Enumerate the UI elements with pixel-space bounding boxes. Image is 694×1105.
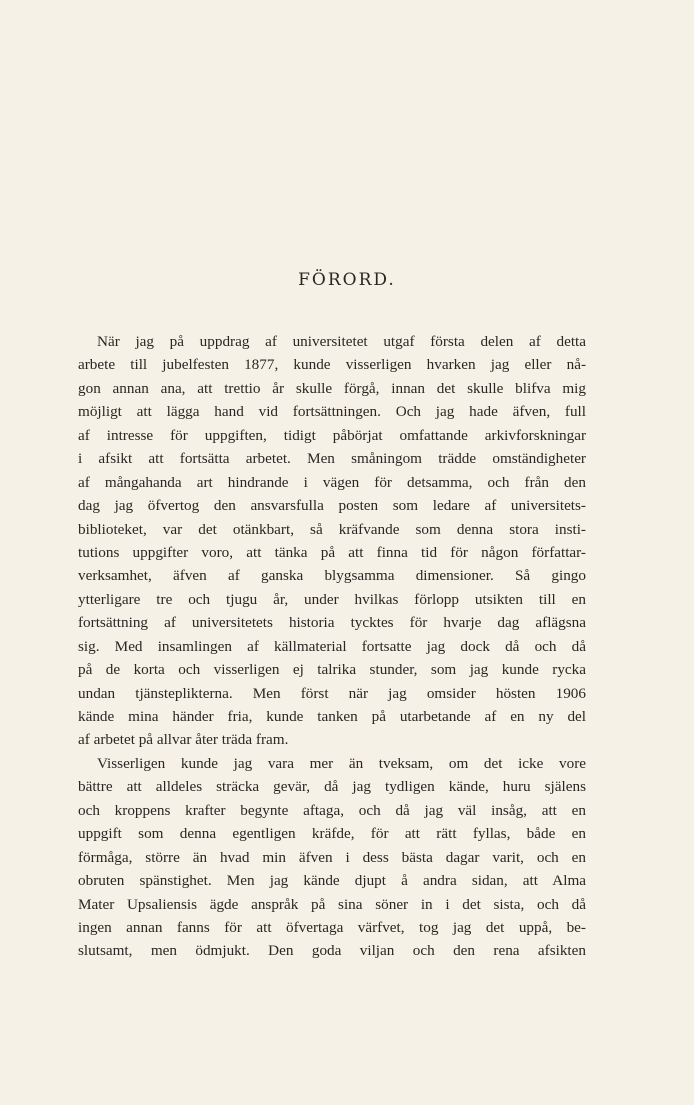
text-line: tutions uppgifter voro, att tänka på att finna tid för någon författar-: [78, 543, 586, 561]
text-line: När jag på uppdrag af universitetet utgaf första delen af detta: [97, 333, 586, 350]
text-line: dag jag öfvertog den ansvarsfulla posten som ledare af universitets-: [78, 497, 586, 515]
text-line: ingen annan fanns för att öfvertaga värfvet, tog jag det uppå, be-: [78, 918, 586, 936]
text-line: kände mina händer fria, kunde tanken på utarbetande af en ny del: [78, 708, 586, 725]
text-line: Mater Upsaliensis ägde anspråk på sina söner in i det sista, och då: [78, 895, 586, 913]
text-line: Visserligen kunde jag vara mer än tveksam, om det icke vore: [97, 754, 586, 772]
text-line: och kroppens krafter begynte aftaga, och då jag väl insåg, att en: [78, 801, 586, 819]
text-line: af intresse för uppgiften, tidigt påbörjat omfattande arkivforskningar: [78, 426, 586, 444]
text-line: slutsamt, men ödmjukt. Den goda viljan och den rena afsikten: [78, 942, 586, 960]
text-line: biblioteket, var det otänkbart, så kräfvande som denna stora insti-: [78, 520, 586, 538]
text-line: gon annan ana, att trettio år skulle förgå, innan det skulle blifva mig: [78, 379, 586, 397]
text-line: bättre att alldeles sträcka gevär, då jag tydligen kände, huru själens: [78, 778, 586, 796]
body-text: [78, 330, 586, 963]
text-line: af arbetet på allvar åter träda fram.: [78, 731, 289, 749]
text-line: fortsättning af universitetets historia tycktes för hvarje dag aflägsna: [78, 614, 586, 632]
text-line: arbete till jubelfesten 1877, kunde visserligen hvarken jag eller nå-: [78, 356, 586, 374]
text-line: på de korta och visserligen ej talrika stunder, som jag kunde rycka: [78, 661, 586, 679]
text-line: af mångahanda art hindrande i vägen för detsamma, och från den: [78, 473, 586, 491]
text-line: förmåga, större än hvad min äfven i dess bästa dagar varit, och en: [78, 848, 586, 866]
text-line: obruten spänstighet. Men jag kände djupt å andra sidan, att Alma: [78, 872, 586, 890]
text-line: verksamhet, äfven af ganska blygsamma dimensioner. Så gingo: [78, 567, 586, 585]
page-title: FÖRORD.: [298, 270, 396, 290]
text-line: uppgift som denna egentligen kräfde, för att rätt fyllas, både en: [78, 825, 586, 843]
text-line: undan tjänsteplikterna. Men först när jag omsider hösten 1906: [78, 684, 586, 702]
text-line: ytterligare tre och tjugu år, under hvilkas förlopp utsikten till en: [78, 590, 586, 608]
text-line: möjligt att lägga hand vid fortsättningen. Och jag hade äfven, full: [78, 403, 586, 421]
text-line: i afsikt att fortsätta arbetet. Men småningom trädde omständigheter: [78, 450, 586, 468]
text-line: sig. Med insamlingen af källmaterial fortsatte jag dock då och då: [78, 637, 586, 655]
